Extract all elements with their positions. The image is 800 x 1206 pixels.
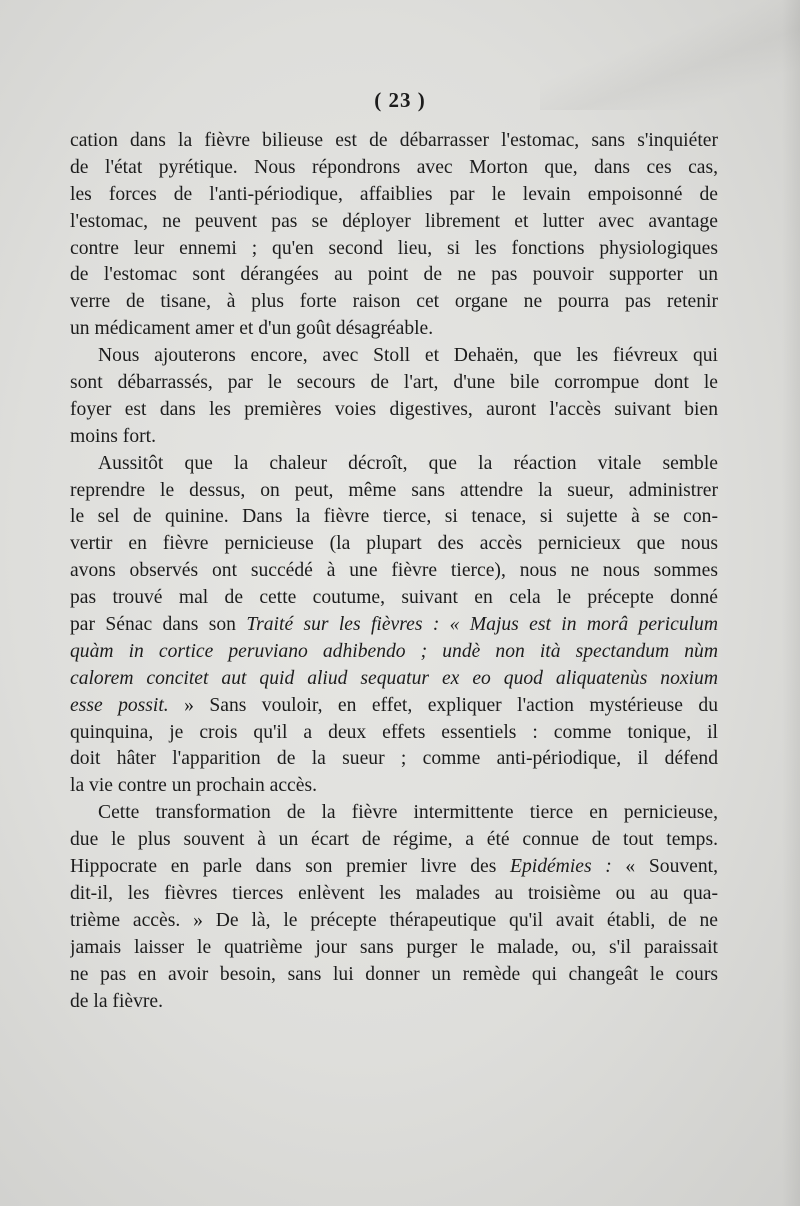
text-line: trième accès. » De là, le précepte thérapeutique qu'il avait établi, de ne [70,909,718,931]
text-line: quinquina, je crois qu'il a deux effets essentiels : comme tonique, il [70,721,718,743]
citation-italic: calorem concitet aut quid aliud sequatur ex eo quod aliquatenùs noxium [70,667,718,689]
text-line: ne pas en avoir besoin, sans lui donner un remède qui changeât le cours [70,963,718,985]
text-line: avons observés ont succédé à une fièvre tierce), nous ne nous sommes [70,560,718,582]
text-line: verre de tisane, à plus forte raison cet organe ne pourra pas retenir [70,291,718,313]
text-line: doit hâter l'apparition de la sueur ; comme anti-périodique, il défend [70,748,718,770]
text-line: foyer est dans les premières voies digestives, auront l'accès suivant bien [70,398,718,420]
text-line: dit-il, les fièvres tierces enlèvent les malades au troisième ou au qua- [70,882,718,904]
text-line: sont débarrassés, par le secours de l'art, d'une bile corrompue dont le [70,372,718,394]
text-line: Aussitôt que la chaleur décroît, que la réaction vitale semble [98,452,718,474]
text-line: l'estomac, ne peuvent pas se déployer librement et lutter avec avantage [70,210,718,232]
citation-italic: esse possit. [70,694,169,716]
text-line: vertir en fièvre pernicieuse (la plupart des accès pernicieux que nous [70,533,718,555]
text-line [70,693,718,720]
text-segment: « Souvent, [611,856,718,878]
citation-italic: Epidémies : [509,856,612,878]
text-line: les forces de l'anti-périodique, affaiblies par le levain empoisonné de [70,183,718,205]
text-line [70,854,718,881]
text-line: reprendre le dessus, on peut, même sans attendre la sueur, administrer [70,479,718,501]
page-edge-shadow [782,0,800,1206]
text-line: jamais laisser le quatrième jour sans purger le malade, ou, s'il paraissait [70,936,718,958]
text-line: contre leur ennemi ; qu'en second lieu, si les fonctions physiologiques [70,237,718,259]
text-line: de l'estomac sont dérangées au point de ne pas pouvoir supporter un [70,264,718,286]
text-line: pas trouvé mal de cette coutume, suivant en cela le précepte donné [70,587,718,609]
text-segment: » Sans vouloir, en effet, expliquer l'action mystérieuse du [168,694,718,716]
text-line: Cette transformation de la fièvre intermittente tierce en pernicieuse, [98,802,718,824]
text-line [70,639,718,666]
text-line [70,666,718,693]
citation-italic: Traité sur les fièvres : « Majus est in morâ periculum [246,614,718,636]
text-line: de la fièvre. [70,990,164,1012]
body-text [70,128,718,1015]
text-line: la vie contre un prochain accès. [70,775,317,797]
text-line: le sel de quinine. Dans la fièvre tierce, si tenace, si sujette à se con- [70,506,718,528]
text-line: Nous ajouterons encore, avec Stoll et Dehaën, que les fiévreux qui [98,345,718,367]
text-segment: Hippocrate en parle dans son premier livre des [70,856,510,878]
page-number: ( 23 ) [374,88,426,112]
text-line [70,612,718,639]
text-line: de l'état pyrétique. Nous répondrons avec Morton que, dans ces cas, [70,156,718,178]
text-line: moins fort. [70,425,156,447]
text-segment: par Sénac dans son [70,614,247,636]
text-line: due le plus souvent à un écart de régime, a été connue de tout temps. [70,829,718,851]
text-line: cation dans la fièvre bilieuse est de débarrasser l'estomac, sans s'inquiéter [70,130,718,151]
text-line: un médicament amer et d'un goût désagréable. [70,318,434,340]
citation-italic: quàm in cortice peruviano adhibendo ; undè non ità spectandum nùm [70,640,718,662]
